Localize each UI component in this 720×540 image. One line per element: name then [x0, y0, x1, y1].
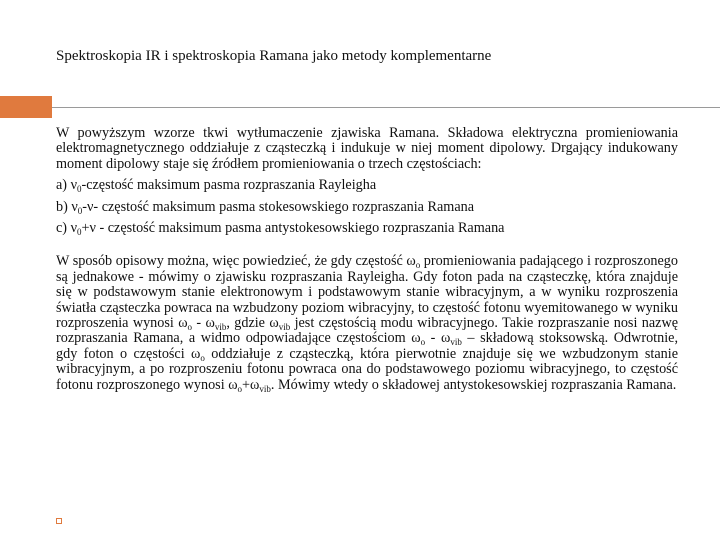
list-item-b: b) $\nu_0-\nu-$ częstość maksimum pasma stokesowskiego rozpraszania Ramana	[56, 198, 475, 216]
accent-bar	[0, 96, 52, 118]
list-item-c: c) $\nu_0+\nu$ - częstość maksimum pasma antystokesowskiego rozpraszania Ramana	[56, 220, 505, 238]
slide-title: Spektroskopia IR i spektroskopia Ramana jako metody komplementarne	[56, 48, 492, 64]
bullet-icon	[56, 518, 62, 524]
slide-body	[56, 126, 678, 393]
paragraph-intro: W powyższym wzorze tkwi wytłumaczenie zjawiska Ramana. Składowa elektryczna promieniowania elektromagnetycznego oddziałuje z cząsteczką i indukuje w niej moment dipolowy. Drgający indukowany moment dipolowy staje się źródłem promieniowania o trzech częstościach:	[56, 125, 678, 172]
divider-line	[52, 107, 720, 108]
paragraph-raman-description: W sposób opisowy można, więc powiedzieć, że gdy częstość $\omega_o$ promieniowania padającego i rozproszonego są jednakowe - mówimy o zjawisku rozpraszania Rayleigha. Gdy foton pada na cząsteczkę, która znajduje się w podstawowym stanie elektronowym i podstawowym stanie wibracyjnym, a w wyniku rozproszenia światła cząsteczka powraca na wzbudzony poziom wibracyjny, to częstość fotonu wyemitowanego w wyniku rozproszenia wynosi $\omega_o - \omega_{vib}$, gdzie $\omega_{vib}$ jest częstością modu wibracyjnego. Takie rozpraszanie nosi nazwę rozpraszania Ramana, a widmo odpowiadające częstościom $\omega_o - \omega_{vib}$ – składową stoksowską. Odwrotnie, gdy foton o częstości $\omega_o$ oddziałuje z cząsteczką, która pierwotnie znajduje się we wzbudzonym stanie wibracyjnym, a po rozproszeniu fotonu powraca ona do podstawowego poziomu wibracyjnego, to częstość fotonu rozproszonego wynosi $\omega_o+\omega_{vib}$. Mówimy wtedy o składowej antystokesowskiej rozpraszania Ramana.	[56, 253, 678, 394]
list-item-a: a) $\nu_0$-częstość maksimum pasma rozpraszania Rayleigha	[56, 177, 377, 195]
